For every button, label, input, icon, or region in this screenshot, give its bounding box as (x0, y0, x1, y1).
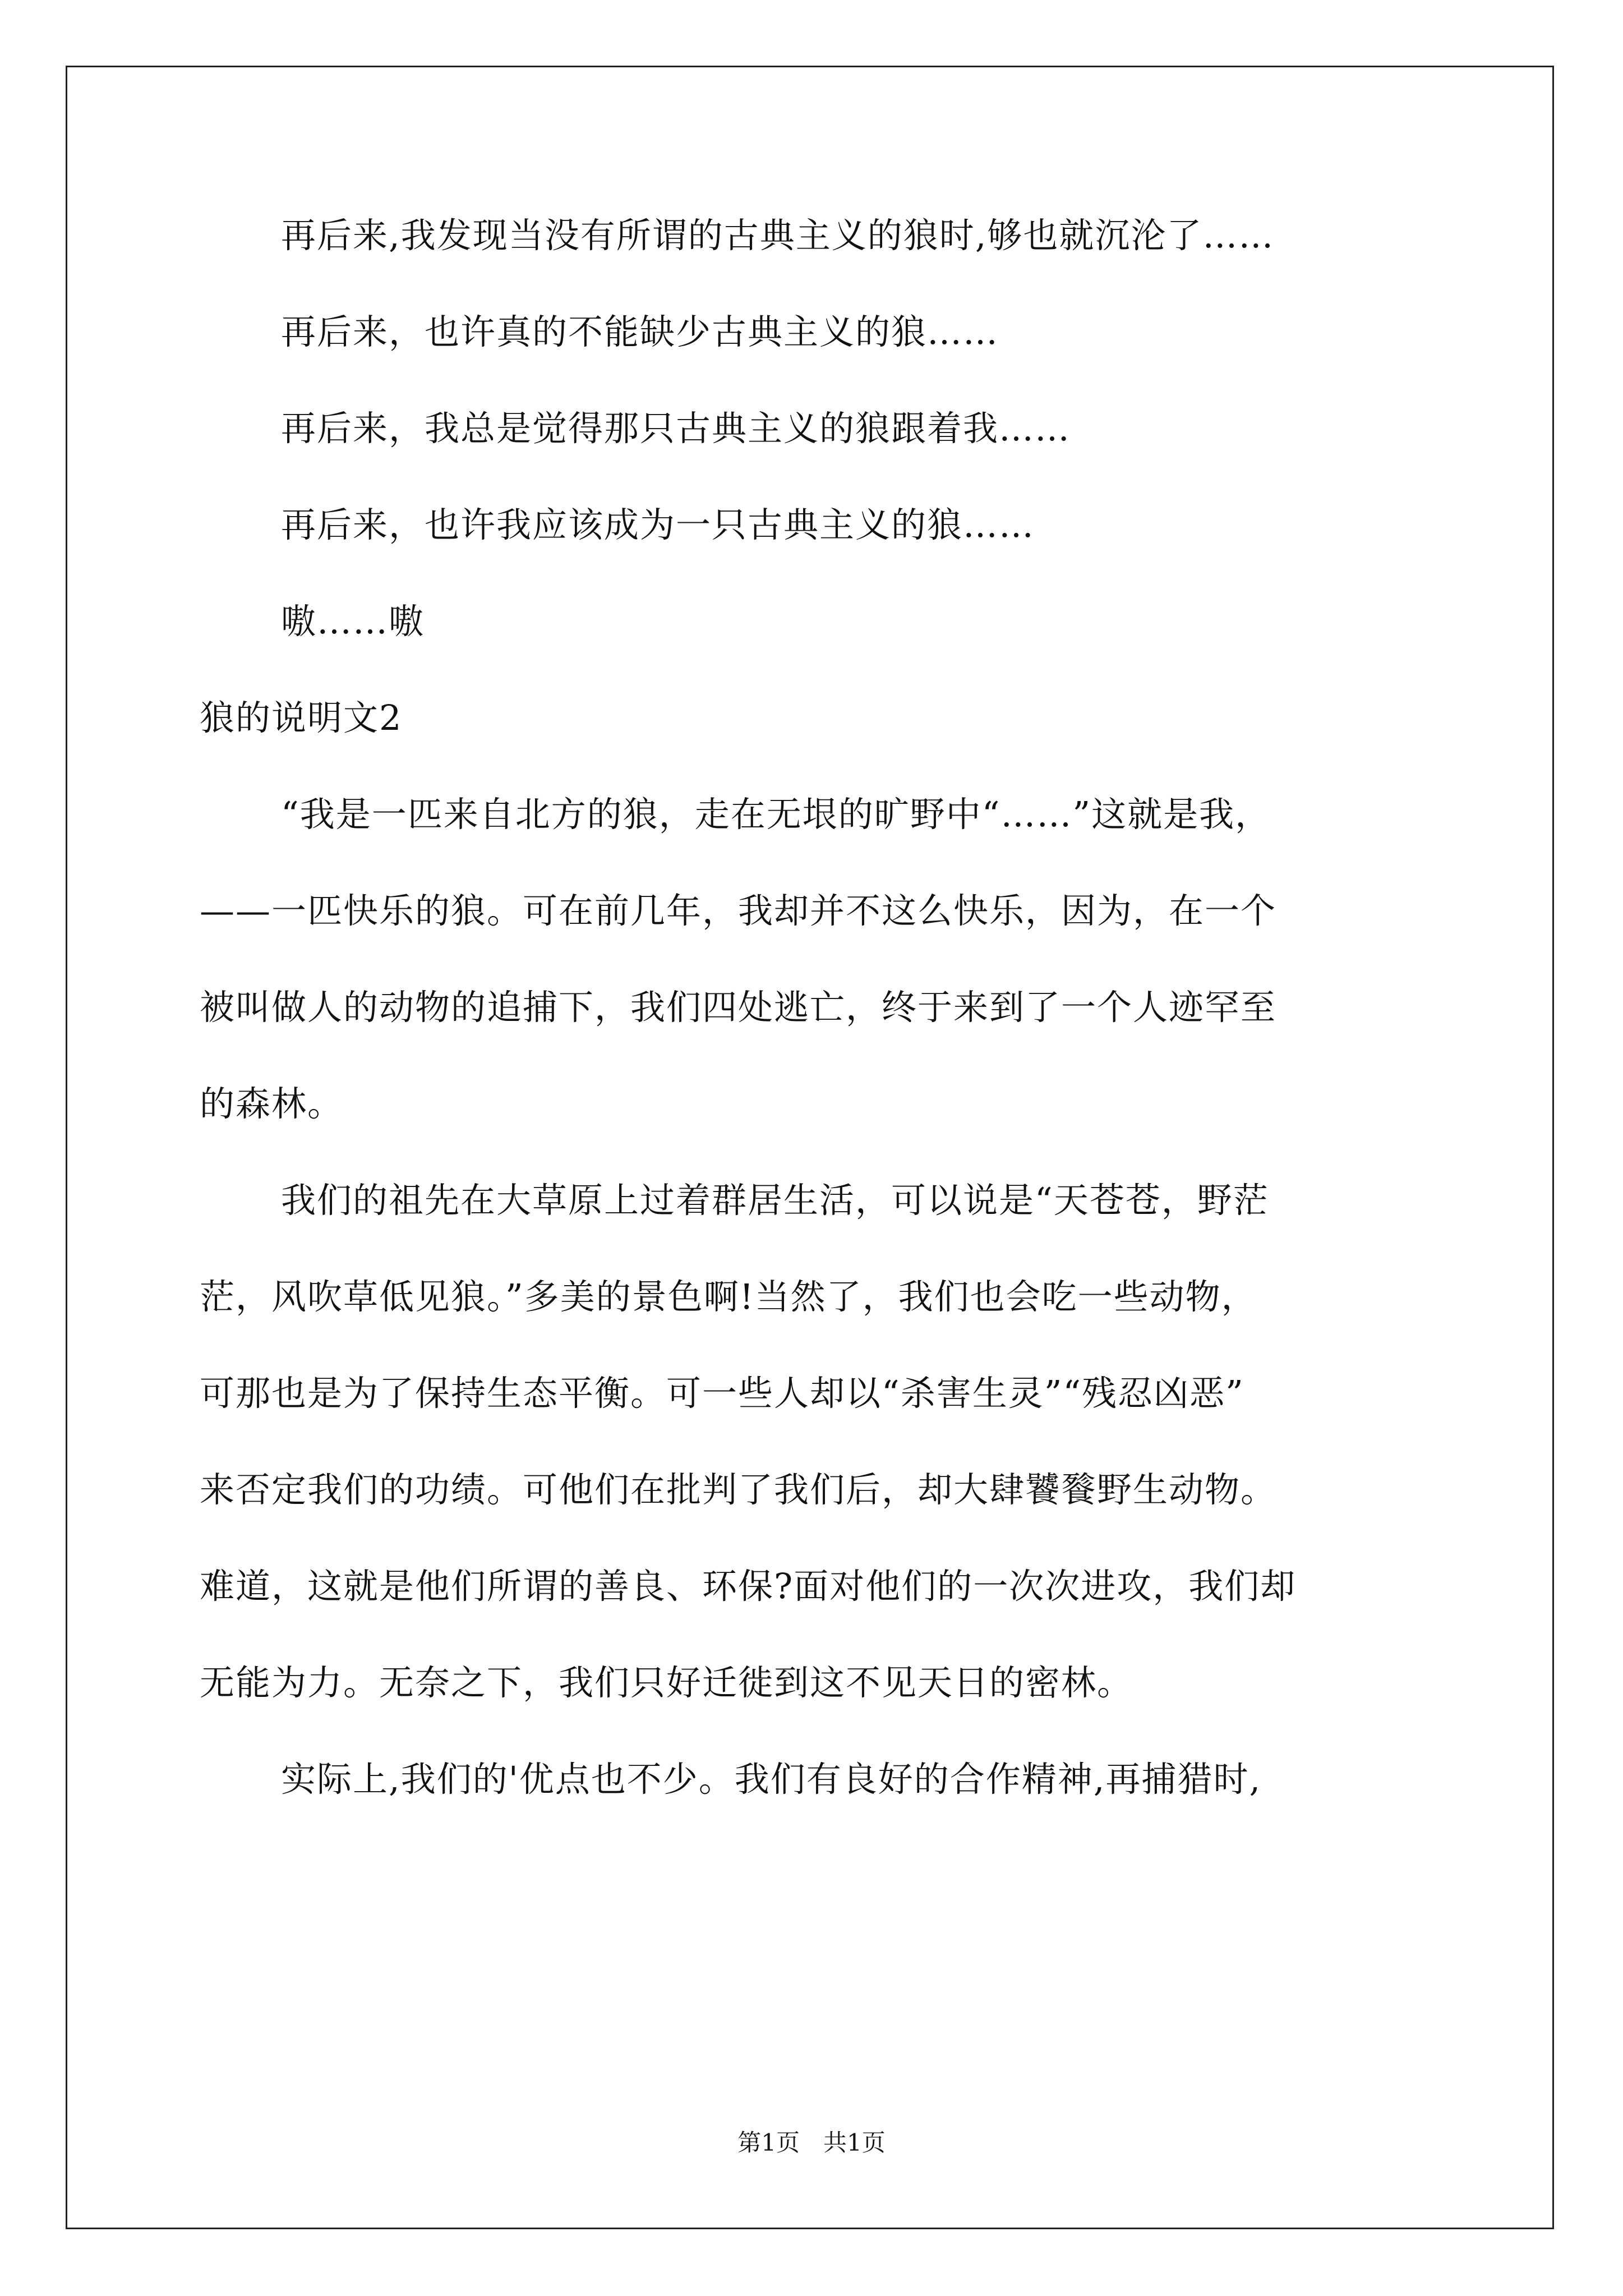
section-heading: 狼的说明文2 (200, 697, 403, 738)
paragraph-line: 可那也是为了保持生态平衡。可一些人却以“杀害生灵”“残忍凶恶” (200, 1373, 1244, 1414)
page-border (66, 66, 1554, 2229)
paragraph-line: 来否定我们的功绩。可他们在批判了我们后，却大肆饕餮野生动物。 (200, 1469, 1277, 1510)
paragraph-line: ——一匹快乐的狼。可在前几年，我却并不这么快乐，因为，在一个 (200, 890, 1277, 931)
paragraph-line: 再后来，我总是觉得那只古典主义的狼跟着我…… (281, 408, 1071, 449)
paragraph-line: 实际上,我们的'优点也不少。我们有良好的合作精神,再捕猎时, (281, 1759, 1262, 1800)
paragraph-line: “我是一匹来自北方的狼，走在无垠的旷野中“……”这就是我， (281, 794, 1271, 835)
paragraph-line: 再后来，也许真的不能缺少古典主义的狼…… (281, 311, 999, 352)
paragraph-line: 茫，风吹草低见狼。”多美的景色啊!当然了，我们也会吃一些动物， (200, 1276, 1257, 1317)
paragraph-line: 再后来,我发现当没有所谓的古典主义的狼时,够也就沉沦了…… (281, 215, 1275, 256)
paragraph-line: 难道，这就是他们所谓的善良、环保?面对他们的一次次进攻，我们却 (200, 1566, 1297, 1607)
page-number-footer: 第1页 共1页 (737, 2129, 886, 2156)
paragraph-line: 的森林。 (200, 1083, 344, 1124)
paragraph-line: 再后来，也许我应该成为一只古典主义的狼…… (281, 504, 1035, 545)
paragraph-line: 嗷……嗷 (281, 601, 425, 642)
paragraph-line: 被叫做人的动物的追捕下，我们四处逃亡，终于来到了一个人迹罕至 (200, 987, 1277, 1028)
paragraph-line: 无能为力。无奈之下，我们只好迁徙到这不见天日的密林。 (200, 1662, 1133, 1703)
paragraph-line: 我们的祖先在大草原上过着群居生活，可以说是“天苍苍，野茫 (281, 1180, 1269, 1221)
